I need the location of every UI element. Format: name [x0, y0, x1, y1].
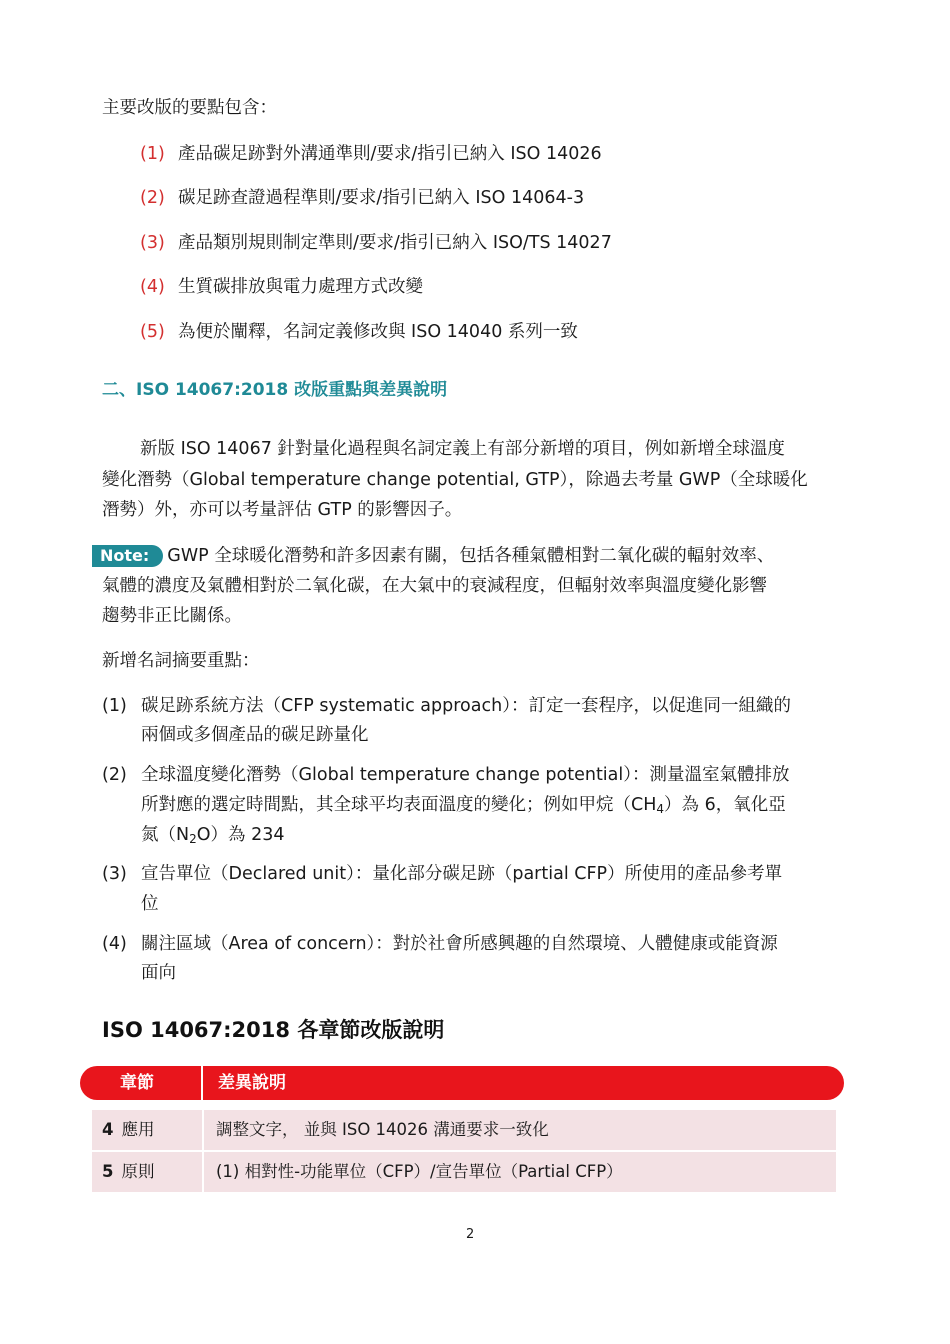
- item-text: 產品碳足跡對外溝通準則/要求/指引已納入 ISO 14026: [178, 144, 602, 164]
- note-line: GWP 全球暖化潛勢和許多因素有關，包括各種氣體相對二氧化碳的輻射效率、: [167, 546, 775, 566]
- term-line: [141, 820, 284, 854]
- table-header: [80, 1066, 844, 1100]
- term-line: 位: [141, 894, 159, 914]
- term-number: (4): [102, 934, 127, 954]
- item-number: (4): [140, 277, 165, 297]
- item-text: 產品類別規則制定準則/要求/指引已納入 ISO/TS 14027: [178, 233, 612, 253]
- item-text: 碳足跡查證過程準則/要求/指引已納入 ISO 14064-3: [178, 188, 585, 208]
- intro-text: 主要改版的要點包含：: [102, 98, 277, 118]
- row-chapter: [102, 1110, 154, 1150]
- term-line: [141, 790, 786, 824]
- table-row: [92, 1152, 836, 1192]
- paragraph-line: 變化潛勢（Global temperature change potential, GTP），除過去考量 GWP（全球暖化: [102, 470, 808, 490]
- term-line: 全球溫度變化潛勢（Global temperature change potential）：測量溫室氣體排放: [141, 765, 790, 785]
- term-text: ）為 6，氧化亞: [664, 795, 786, 815]
- term-line: 碳足跡系統方法（CFP systematic approach）：訂定一套程序，以促進同一組織的: [141, 696, 791, 716]
- list-item: [140, 272, 423, 302]
- list-item: [140, 139, 602, 169]
- chapter-number: 4: [102, 1120, 114, 1139]
- chapter-name: 應用: [121, 1120, 155, 1139]
- item-text: 生質碳排放與電力處理方式改變: [178, 277, 423, 297]
- note-badge: Note:: [92, 545, 163, 567]
- item-number: (2): [140, 188, 165, 208]
- row-description: 調整文字， 並與 ISO 14026 溝通要求一致化: [216, 1120, 549, 1139]
- table-title: ISO 14067:2018 各章節改版說明: [102, 1018, 445, 1042]
- row-divider: [202, 1152, 204, 1192]
- header-description: 差異說明: [218, 1073, 286, 1093]
- term-line: 宣告單位（Declared unit）：量化部分碳足跡（partial CFP）所使用的產品參考單: [141, 864, 783, 884]
- note-first-line: [92, 541, 774, 571]
- note-line: 氣體的濃度及氣體相對於二氧化碳，在大氣中的衰減程度，但輻射效率與溫度變化影響: [102, 576, 767, 596]
- note-line: 趨勢非正比關係。: [102, 606, 242, 626]
- section-heading: 二、ISO 14067:2018 改版重點與差異說明: [102, 380, 448, 400]
- table-row: [92, 1110, 836, 1150]
- page-number: 2: [466, 1227, 475, 1242]
- term-line: 面向: [141, 963, 176, 983]
- subscript: 2: [189, 832, 197, 846]
- paragraph-line: 新版 ISO 14067 針對量化過程與名詞定義上有部分新增的項目，例如新增全球溫度: [140, 439, 785, 459]
- item-number: (5): [140, 322, 165, 342]
- row-divider: [202, 1110, 204, 1150]
- term-text: 所對應的選定時間點，其全球平均表面溫度的變化；例如甲烷（CH: [141, 795, 657, 815]
- terms-intro: 新增名詞摘要重點：: [102, 651, 260, 671]
- header-divider: [201, 1066, 203, 1100]
- term-text: 氮（N: [141, 825, 190, 845]
- item-number: (1): [140, 144, 165, 164]
- term-text: O）為 234: [196, 825, 285, 845]
- subscript: 4: [656, 802, 665, 816]
- item-text: 為便於闡釋，名詞定義修改與 ISO 14040 系列一致: [178, 322, 578, 342]
- paragraph-line: 潛勢）外，亦可以考量評估 GTP 的影響因子。: [102, 500, 463, 520]
- list-item: [140, 317, 578, 347]
- term-number: (1): [102, 696, 127, 716]
- chapter-number: 5: [102, 1162, 114, 1181]
- row-chapter: [102, 1152, 154, 1192]
- term-number: (3): [102, 864, 127, 884]
- term-line: 關注區域（Area of concern）：對於社會所感興趣的自然環境、人體健康或能資源: [141, 934, 778, 954]
- item-number: (3): [140, 233, 165, 253]
- term-number: (2): [102, 765, 127, 785]
- chapter-name: 原則: [121, 1162, 155, 1181]
- list-item: [140, 183, 584, 213]
- term-line: 兩個或多個產品的碳足跡量化: [141, 725, 369, 745]
- header-chapter: 章節: [120, 1073, 154, 1093]
- row-description: (1) 相對性-功能單位（CFP）/宣告單位（Partial CFP）: [216, 1162, 623, 1181]
- list-item: [140, 228, 612, 258]
